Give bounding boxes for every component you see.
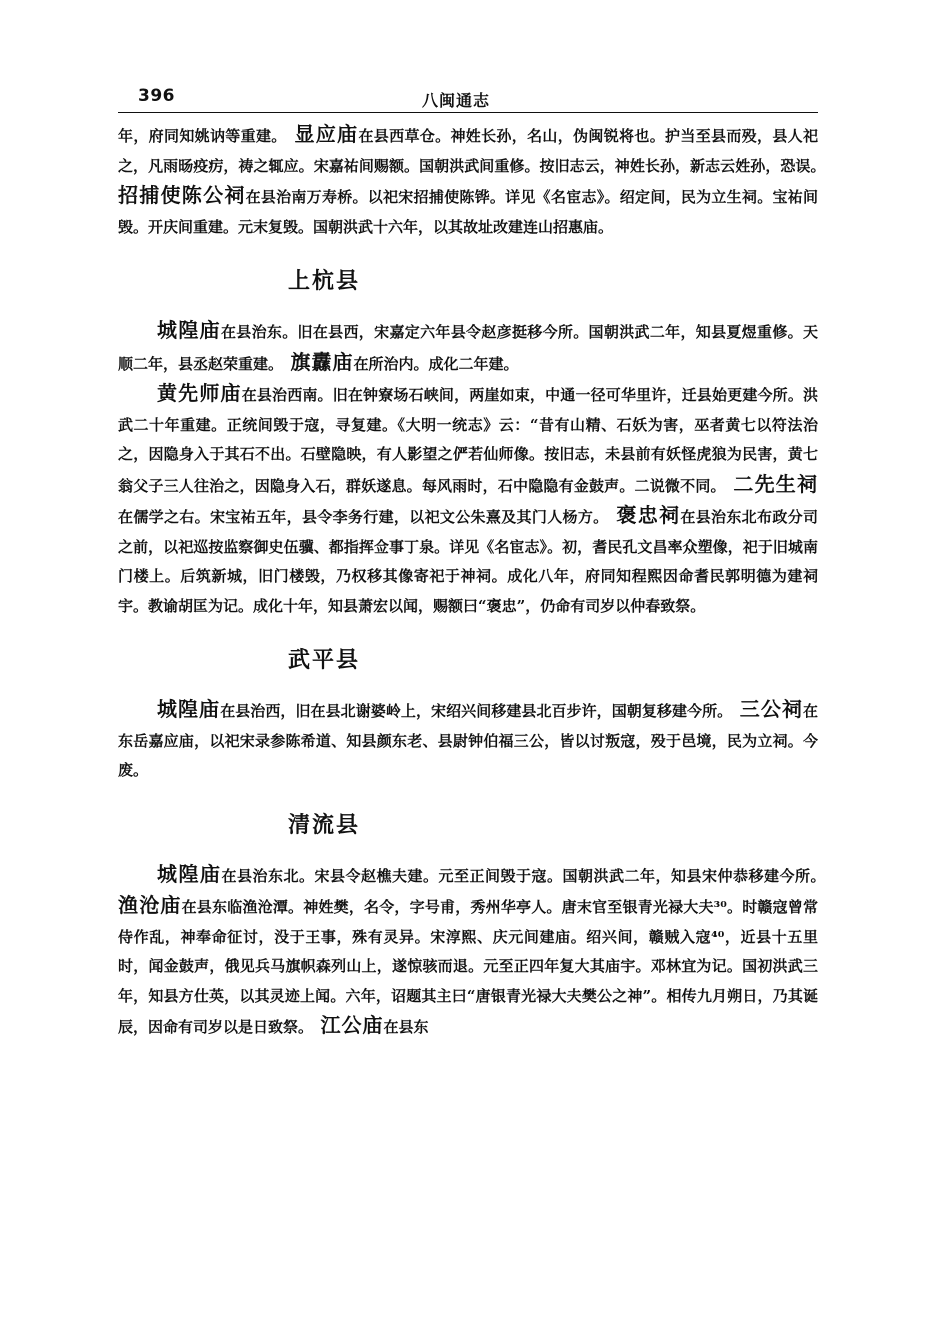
- text-run: 在县治东北布政分司之前，以祀巡按监察御史伍骥、都指挥佥事丁泉。详见《名宦志》。初，耆民孔文昌率众塑像，祀于旧城南门楼上。后筑新城，旧门楼毁，乃权移其像寄祀于神祠。成化八年，府同知程熙因命耆民郭明德为建祠宇。教谕胡匡为记。成化十年，知县萧宏以闻，赐额曰“褒忠”，仍命有司岁以仲春致祭。: [118, 508, 818, 615]
- text-run: 在县治西，旧在县北谢婆岭上，宋绍兴间移建县北百步许，国朝复移建今所。: [220, 702, 725, 720]
- text-run: 年，府同知姚讷等重建。: [118, 127, 280, 145]
- entry-title: 江公庙: [320, 1013, 384, 1037]
- header-rule: [118, 112, 818, 113]
- text-run: 在儒学之右。宋宝祐五年，县令李务行建，以祀文公朱熹及其门人杨方。: [118, 508, 602, 526]
- section-heading-wuping: 武平县: [288, 647, 361, 673]
- paragraph-wuping: [118, 695, 818, 786]
- text-run: 在县治东北。宋县令赵樵夫建。元至正间毁于寇。国朝洪武二年，知县宋仲恭移建今所。: [221, 866, 818, 885]
- entry-title: 褒忠祠: [616, 503, 681, 527]
- paragraph-qingliu: [118, 860, 818, 1043]
- entry-title: 城隍庙: [157, 697, 221, 721]
- section-heading-qingliu: 清流县: [288, 811, 361, 838]
- entry-title: 城隍庙: [157, 318, 221, 342]
- paragraph-huang-master: [118, 379, 818, 621]
- text-run: 在县东: [383, 1018, 429, 1036]
- paragraph-shanghang-city-god: [118, 316, 818, 379]
- text-run: 在县治南万寿桥。以祀宋招捕使陈铧。详见《名宦志》。绍定间，民为立生祠。宝祐间毁。开庆间重建。元末复毁。国朝洪武十六年，以其故址改建连山招惠庙。: [118, 188, 818, 236]
- body-text: [118, 120, 818, 1043]
- paragraph-continuation: [118, 120, 818, 242]
- text-run: 在所治内。成化二年建。: [353, 354, 519, 373]
- running-title: 八闽通志: [422, 91, 491, 110]
- entry-title: 黄先师庙: [157, 381, 242, 405]
- entry-title: 二先生祠: [733, 471, 818, 496]
- entry-title: 三公祠: [739, 697, 803, 721]
- text-run: 在县治西南。旧在钟寮场石峡间，两崖如束，中通一径可华里许，迁县始更建今所。洪武二十年重建。正统间毁于寇，寻复建。《大明一统志》云：“昔有山精、石妖为害，巫者黄七以符法治之，因隐身入于其石不出。石壁隐映，有人影望之俨若仙师像。按旧志，未县前有妖怪虎狼为民害，黄七翁父子三人往治之，因隐身入石，群妖遂息。每风雨时，石中隐隐有金鼓声。二说微不同。: [118, 386, 818, 495]
- entry-title-chen-shrine: 招捕使陈公祠: [118, 183, 246, 207]
- text-run: 在县东临渔沧潭。神姓樊，名令，字号甫，秀州华亭人。唐末官至银青光禄大夫³⁰。时赣寇曾常侍作乱，神奉命征讨，没于王事，殊有灵异。宋淳熙、庆元间建庙。绍兴间，赣贼入寇⁴⁰，近县十五里时，闻金鼓声，俄见兵马旗帜森列山上，遂惊骇而退。元至正四年复大其庙宇。邓林宜为记。国初洪武三年，知县方仕英，以其灵迹上闻。六年，诏题其主曰“唐银青光禄大夫樊公之神”。相传九月朔日，乃其诞辰，因命有司岁以是日致祭。: [118, 898, 818, 1036]
- entry-title: 旗纛庙: [290, 349, 354, 374]
- text-run: 在东岳嘉应庙，以祀宋录参陈希道、知县颜东老、县尉钟伯福三公，皆以讨叛寇，殁于邑境，民为立祠。今废。: [118, 702, 818, 779]
- text-run: 在县西草仓。神姓长孙，名山，伪闽锐将也。护当至县而殁，县人祀之，凡雨旸疫疠，祷之辄应。宋嘉祐间赐额。国朝洪武间重修。按旧志云，神姓长孙，新志云姓孙，恐误。: [118, 127, 818, 175]
- text-run: 在县治东。旧在县西，宋嘉定六年县令赵彦挺移今所。国朝洪武二年，知县夏煜重修。天顺二年，县丞赵荣重建。: [118, 323, 818, 373]
- section-heading-shanghang: 上杭县: [288, 268, 361, 294]
- page-number: 396: [138, 86, 175, 106]
- entry-title-xianying-temple: 显应庙: [294, 122, 359, 146]
- entry-title: 城隍庙: [157, 861, 222, 886]
- entry-title: 渔沧庙: [118, 893, 182, 917]
- page-header: [118, 82, 818, 112]
